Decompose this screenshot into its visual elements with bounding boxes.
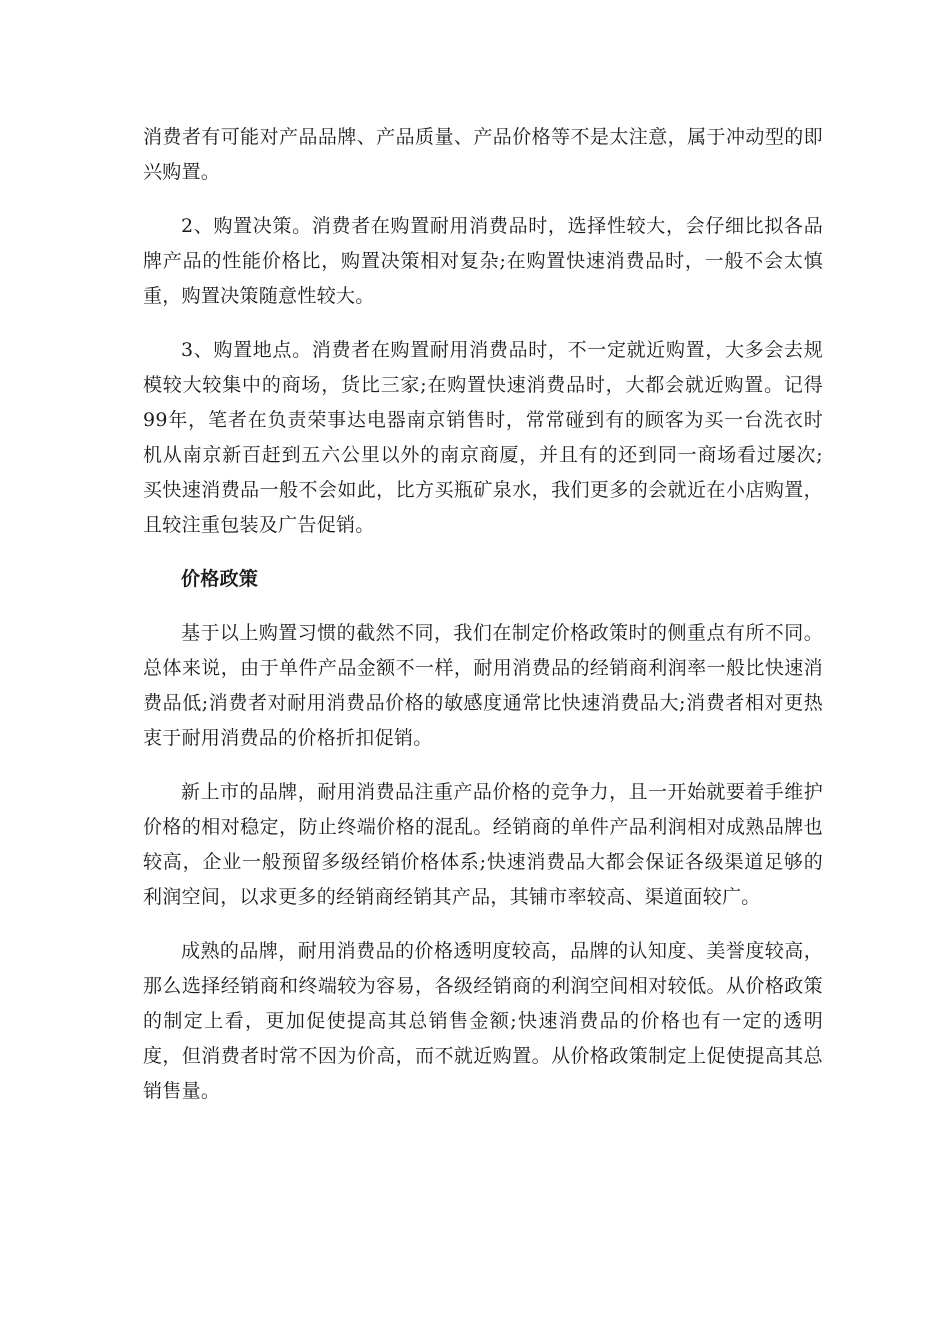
paragraph-impulse-purchase: 消费者有可能对产品品牌、产品质量、产品价格等不是太注意，属于冲动型的即兴购置。 (143, 126, 823, 183)
paragraph-new-brand-pricing: 新上市的品牌，耐用消费品注重产品价格的竞争力，且一开始就要着手维护价格的相对稳定，防止终端价格的混乱。经销商的单件产品利润相对成熟品牌也较高，企业一般预留多级经销价格体系;快速消费品大都会保证各级渠道足够的利润空间，以求更多的经销商经销其产品，其铺市率较高、渠道面较广。 (143, 781, 823, 908)
section-heading-price-policy: 价格政策 (181, 568, 259, 590)
paragraph-purchase-decision: 2、购置决策。消费者在购置耐用消费品时，选择性较大，会仔细比拟各品牌产品的性能价格比，购置决策相对复杂;在购置快速消费品时，一般不会太慎重，购置决策随意性较大。 (143, 215, 823, 307)
document-body (143, 120, 823, 1128)
paragraph-purchase-location: 3、购置地点。消费者在购置耐用消费品时，不一定就近购置，大多会去规模较大较集中的商场，货比三家;在购置快速消费品时，大都会就近购置。记得99年，笔者在负责荣事达电器南京销售时，常常碰到有的顾客为买一台洗衣时机从南京新百赶到五六公里以外的南京商厦，并且有的还到同一商场看过屡次;买快速消费品一般不会如此，比方买瓶矿泉水，我们更多的会就近在小店购置，且较注重包装及广告促销。 (143, 339, 823, 536)
paragraph-price-policy-overview: 基于以上购置习惯的截然不同，我们在制定价格政策时的侧重点有所不同。总体来说，由于单件产品金额不一样，耐用消费品的经销商利润率一般比快速消费品低;消费者对耐用消费品价格的敏感度通常比快速消费品大;消费者相对更热衷于耐用消费品的价格折扣促销。 (143, 622, 823, 749)
paragraph-mature-brand-pricing: 成熟的品牌，耐用消费品的价格透明度较高，品牌的认知度、美誉度较高，那么选择经销商和终端较为容易，各级经销商的利润空间相对较低。从价格政策的制定上看，更加促使提高其总销售金额;快速消费品的价格也有一定的透明度，但消费者时常不因为价高，而不就近购置。从价格政策制定上促使提高其总销售量。 (143, 940, 823, 1102)
